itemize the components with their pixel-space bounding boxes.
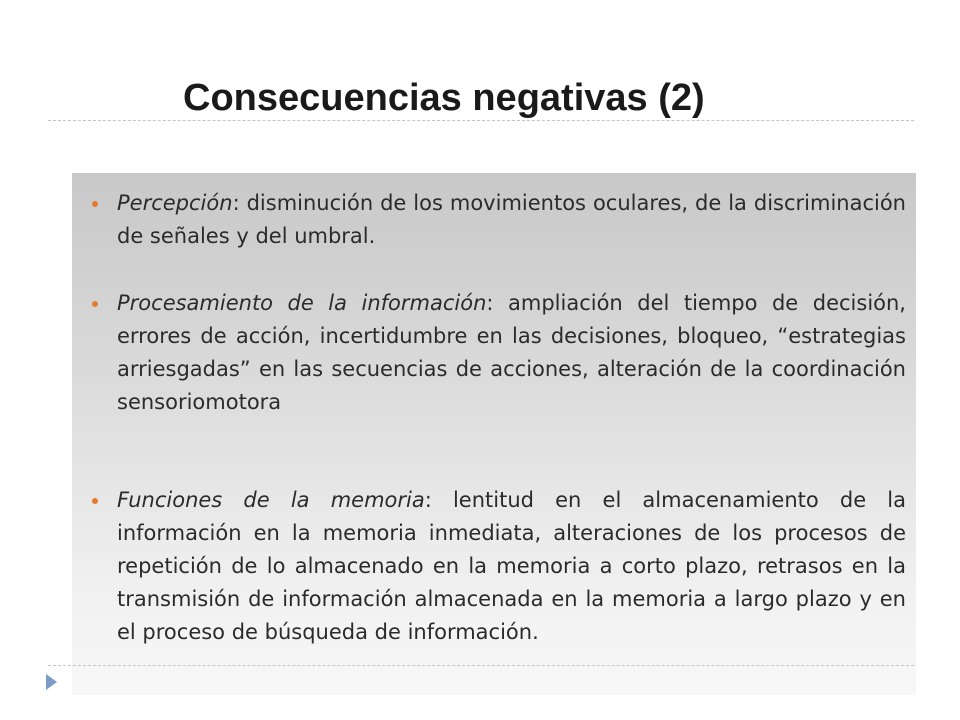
bullet-text: [117, 287, 906, 419]
footer-divider: [48, 665, 914, 666]
bullet-description: : ampliación del tiempo de decisión, errores de acción, incertidumbre en las decisiones, bloqueo, “estrategias arriesgadas” en las secuencias de acciones, alteración de la coordinación sensoriomotora: [117, 291, 906, 414]
triangle-right-icon[interactable]: [46, 674, 57, 690]
slide-title: Consecuencias negativas (2): [183, 77, 705, 119]
bullet-dot-icon: [92, 301, 98, 307]
bullet-term: Funciones de la memoria: [117, 488, 425, 512]
bullet-text: [117, 484, 906, 649]
bullet-description: : lentitud en el almacenamiento de la información en la memoria inmediata, alteraciones de los procesos de repetición de lo almacenado en la memoria a corto plazo, retrasos en la transmisión de información almacenada en la memoria a largo plazo y en el proceso de búsqueda de información.: [117, 488, 906, 644]
bullet-dot-icon: [92, 201, 98, 207]
bullet-description: : disminución de los movimientos oculares, de la discriminación de señales y del umbral.: [117, 191, 906, 248]
bullet-term: Percepción: [117, 191, 233, 215]
title-divider: [48, 120, 914, 121]
bullet-text: [117, 187, 906, 253]
content-panel: [72, 173, 916, 695]
bullet-dot-icon: [92, 498, 98, 504]
bullet-term: Procesamiento de la información: [117, 291, 487, 315]
